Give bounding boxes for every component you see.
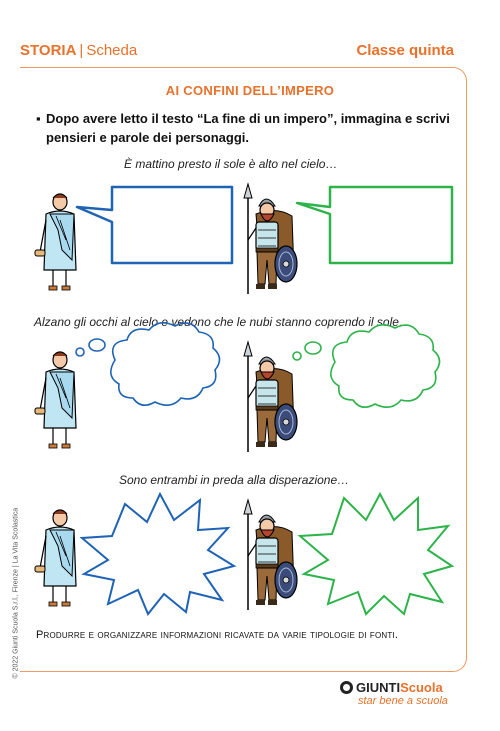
barbarian-figure-2 (244, 342, 297, 452)
brand-name-part1: GIUNTI (356, 680, 401, 695)
brand-name (340, 680, 480, 695)
roman-figure-3 (35, 510, 76, 606)
scene-caption-2: Alzano gli occhi al cielo e vedono che le nubi stanno coprendo il sole… (34, 315, 411, 329)
copyright-text: © 2022 Giunti Scuola S.r.l., Firenze | La Vita Scolastica (12, 507, 20, 679)
speech-bubble-roman-1 (77, 187, 232, 263)
brand-name-part2: Scuola (400, 680, 443, 695)
thought-bubble-barbarian-2 (293, 325, 440, 407)
burst-bubble-roman-3 (82, 494, 234, 614)
header-separator: | (79, 42, 84, 59)
scene-caption-1: È mattino presto il sole è alto nel cielo… (124, 157, 338, 171)
learning-objective: Produrre e organizzare informazioni ricavate da varie tipologie di fonti. (36, 629, 399, 641)
roman-figure-2 (35, 352, 76, 448)
publisher-logo (340, 680, 480, 707)
instruction-text: Dopo avere letto il testo “La fine di un impero”, immagina e scrivi pensieri e parole dei personaggi. (46, 111, 450, 145)
thought-bubble-roman-2 (76, 323, 220, 405)
sheet-type-label: Scheda (86, 42, 138, 59)
brand-tagline: star bene a scuola (358, 695, 448, 707)
roman-figure-1 (35, 194, 76, 290)
page-title: AI CONFINI DELL’IMPERO (165, 83, 335, 98)
subject-label: STORIA (20, 42, 77, 59)
g-logo-icon (340, 681, 353, 694)
speech-bubble-barbarian-1 (297, 187, 452, 263)
grade-label: Classe quinta (356, 42, 454, 59)
barbarian-figure-1 (244, 184, 297, 294)
barbarian-figure-3 (244, 500, 297, 610)
burst-bubble-barbarian-3 (300, 494, 452, 614)
bullet-icon: ▪ (36, 111, 41, 126)
scene-caption-3: Sono entrambi in preda alla disperazione… (119, 473, 350, 487)
